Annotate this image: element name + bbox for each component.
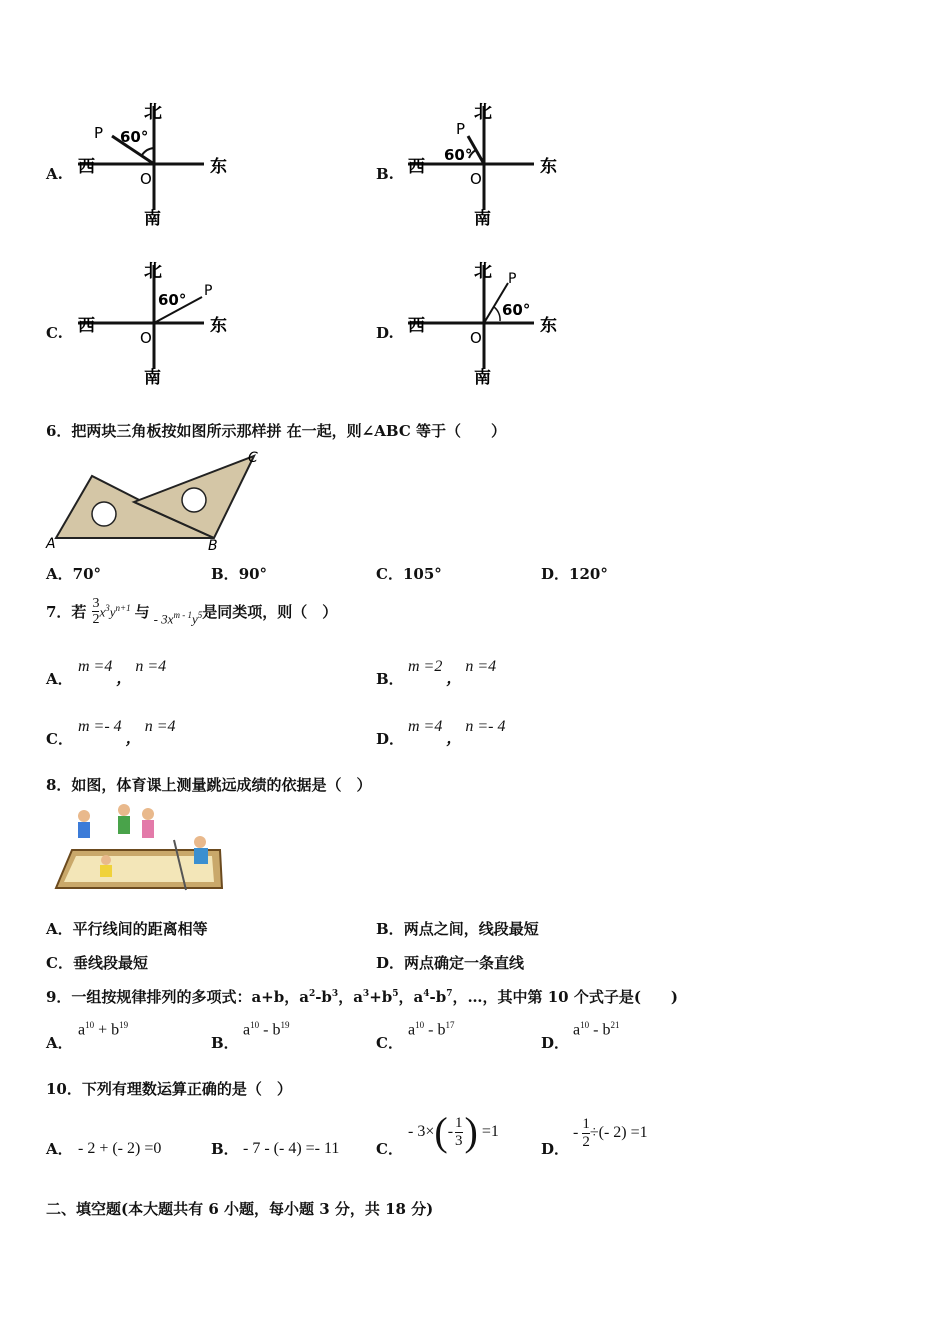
q7-term1: $x^3y^{n+1}$	[99, 603, 131, 620]
point-label: P	[456, 120, 466, 138]
west-label: 西	[408, 157, 425, 177]
q5-figure-b	[406, 98, 576, 226]
q8-option-b[interactable]: B．两点之间，线段最短	[376, 920, 539, 938]
kid-4-head	[194, 836, 206, 848]
point-b: B	[208, 538, 218, 552]
point-c: C	[248, 450, 258, 466]
q9-option-a[interactable]: $a^{10} + b^{19}$	[78, 1020, 129, 1039]
q9-option-b[interactable]: $a^{10} - b^{19}$	[243, 1020, 290, 1039]
q8-figure-long-jump	[50, 800, 230, 894]
hole-left	[92, 502, 116, 526]
q10-option-d-label: D．	[541, 1140, 570, 1158]
kid-5-head	[101, 855, 111, 865]
q9-option-b-label: B．	[211, 1034, 239, 1052]
q7-option-c-label: C．	[46, 730, 73, 748]
south-label: 南	[144, 209, 161, 226]
north-label: 北	[144, 261, 162, 282]
point-label: P	[508, 271, 517, 287]
north-label: 北	[144, 102, 162, 123]
kid-3-body	[142, 820, 154, 838]
q6-option-d[interactable]: D．120°	[541, 565, 608, 583]
q7-stem: 7．若 $\frac{3}{2}$ $x^3y^{n+1}$ 与 - $3x^{m - 1}y^5$ 是同类项，则（ ）	[46, 596, 338, 628]
q7-term2: - $3x^{m - 1}y^5$	[153, 610, 203, 627]
q8-option-c[interactable]: C．垂线段最短	[46, 954, 148, 972]
q10-c-fraction: $\frac{1}{3}$	[455, 1115, 463, 1149]
q7-option-a[interactable]: m =4，n =4	[78, 658, 167, 687]
south-label: 南	[474, 368, 491, 385]
point-a: A	[46, 536, 56, 552]
q10-option-a-label: A．	[46, 1140, 73, 1158]
hole-right	[182, 488, 206, 512]
origin-label: O	[140, 329, 152, 347]
angle-label: 60°	[502, 301, 531, 319]
origin-label: O	[470, 329, 482, 347]
q7-option-a-label: A．	[46, 670, 73, 688]
kid-2-body	[118, 816, 130, 834]
q6-option-b[interactable]: B．90°	[211, 565, 268, 583]
q9-stem: 9．一组按规律排列的多项式：a+b，$a^2-b^3$，$a^3+b^5$，$a^4-b^7$，…，其中第 10 个式子是( )	[46, 988, 679, 1006]
north-label: 北	[474, 261, 492, 282]
south-label: 南	[144, 368, 161, 385]
q9-option-c[interactable]: $a^{10} - b^{17}$	[408, 1020, 455, 1039]
q5-figure-d	[406, 257, 576, 385]
west-label: 西	[78, 157, 95, 177]
q5-option-a-label: A.	[46, 165, 63, 183]
east-label: 东	[210, 157, 227, 177]
kid-5-body	[100, 865, 112, 877]
q7-option-b[interactable]: m =2，n =4	[408, 658, 497, 687]
north-label: 北	[474, 102, 492, 123]
kid-1-body	[78, 822, 90, 838]
sand-surface	[64, 856, 214, 882]
kid-3-head	[142, 808, 154, 820]
q10-option-c-label: C．	[376, 1140, 403, 1158]
q8-option-a[interactable]: A．平行线间的距离相等	[46, 920, 208, 938]
angle-label: 60°	[444, 146, 473, 164]
q5-figure-c	[76, 257, 246, 385]
right-paren: )	[464, 1109, 478, 1154]
q9-option-d[interactable]: $a^{10} - b^{21}$	[573, 1020, 620, 1039]
angle-label: 60°	[120, 128, 149, 146]
q6-option-c[interactable]: C．105°	[376, 565, 442, 583]
kid-1-head	[78, 810, 90, 822]
q6-option-a[interactable]: A．70°	[46, 565, 102, 583]
angle-label: 60°	[158, 291, 187, 309]
east-label: 东	[210, 316, 227, 336]
q10-option-c[interactable]: - 3× ( - $\frac{1}{3}$ ) =1	[408, 1109, 499, 1154]
origin-label: O	[470, 170, 482, 188]
left-paren: (	[434, 1109, 448, 1154]
q5-figure-a	[76, 98, 246, 226]
q5-option-c-label: C.	[46, 324, 63, 342]
east-label: 东	[540, 157, 557, 177]
kid-4-body	[194, 848, 208, 864]
q5-option-d-label: D.	[376, 324, 394, 342]
east-label: 东	[540, 316, 557, 336]
q9-option-c-label: C．	[376, 1034, 403, 1052]
kid-2-head	[118, 804, 130, 816]
q6-figure-triangles	[44, 446, 264, 552]
q10-stem: 10．下列有理数运算正确的是（ ）	[46, 1080, 292, 1098]
south-label: 南	[474, 209, 491, 226]
q10-option-b[interactable]: - 7 - (- 4) =- 11	[243, 1140, 340, 1157]
q10-option-d[interactable]: - $\frac{1}{2}$ ÷(- 2) =1	[573, 1116, 648, 1150]
point-label: P	[94, 124, 104, 142]
section-2-heading: 二、填空题(本大题共有 6 小题，每小题 3 分，共 18 分)	[46, 1200, 434, 1218]
q7-option-b-label: B．	[376, 670, 404, 688]
point-label: P	[204, 283, 213, 299]
q7-option-c[interactable]: m =- 4，n =4	[78, 718, 176, 747]
q9-option-d-label: D．	[541, 1034, 570, 1052]
q7-option-d-label: D．	[376, 730, 405, 748]
q6-stem: 6．把两块三角板按如图所示那样拼 在一起，则∠ABC 等于（ ）	[46, 422, 506, 440]
q10-d-fraction: $\frac{1}{2}$	[582, 1116, 590, 1150]
origin-label: O	[140, 170, 152, 188]
q8-stem: 8．如图，体育课上测量跳远成绩的依据是（ ）	[46, 776, 372, 794]
west-label: 西	[408, 316, 425, 336]
q10-option-b-label: B．	[211, 1140, 239, 1158]
q5-option-b-label: B.	[376, 165, 394, 183]
q10-option-a[interactable]: - 2 + (- 2) =0	[78, 1140, 162, 1157]
q7-fraction: $\frac{3}{2}$	[92, 596, 100, 628]
q9-option-a-label: A．	[46, 1034, 73, 1052]
angle-arc	[142, 148, 154, 155]
q8-option-d[interactable]: D．两点确定一条直线	[376, 954, 525, 972]
west-label: 西	[78, 316, 95, 336]
q7-option-d[interactable]: m =4，n =- 4	[408, 718, 506, 747]
